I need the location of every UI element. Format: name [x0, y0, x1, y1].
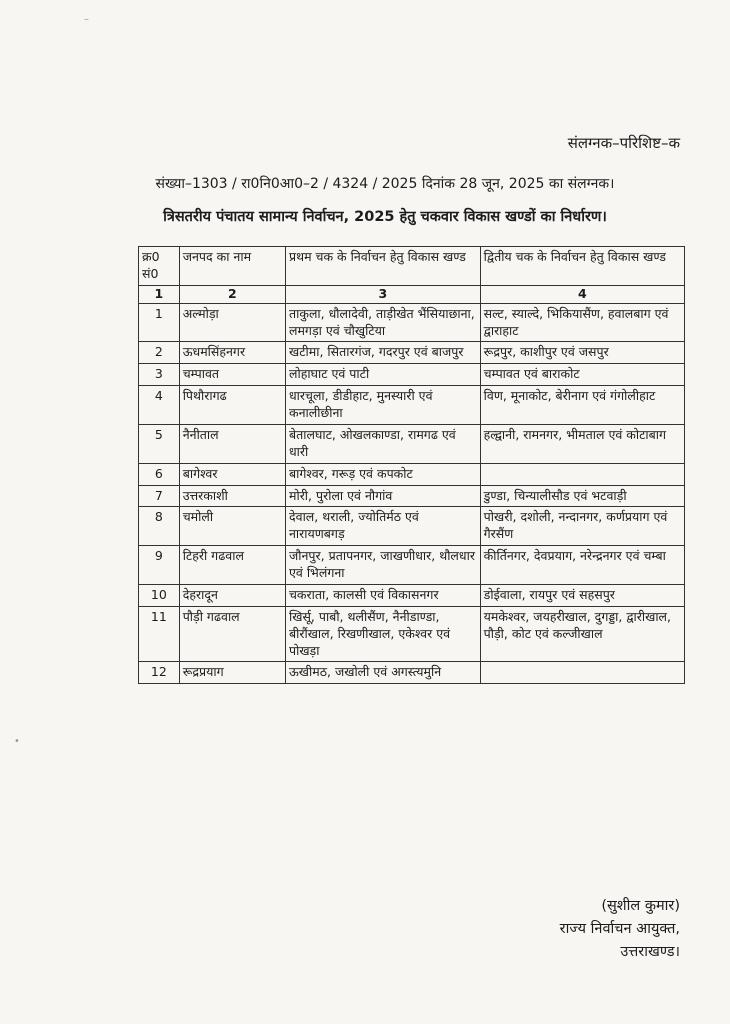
table-row [139, 507, 685, 546]
phase1-cell: बागेश्वर, गरूड़ एवं कपकोट [285, 463, 480, 485]
reference-line: संख्या–1303 / रा0नि0आ0–2 / 4324 / 2025 दिनांक 28 जून, 2025 का संलग्नक। [155, 176, 615, 192]
table-header-row [139, 247, 685, 286]
scan-mark: • [14, 736, 20, 747]
phase2-cell [480, 463, 684, 485]
phase1-cell: धारचूला, डीडीहाट, मुनस्यारी एवं कनालीछीना [285, 386, 480, 425]
col-number: 3 [285, 285, 480, 303]
serial-cell: 6 [139, 463, 180, 485]
table-row [139, 546, 685, 585]
table-row [139, 584, 685, 606]
header-phase1: प्रथम चक के निर्वाचन हेतु विकास खण्ड [285, 247, 480, 286]
phase2-cell [480, 662, 684, 684]
district-cell: नैनीताल [179, 424, 285, 463]
serial-cell: 12 [139, 662, 180, 684]
table-row [139, 364, 685, 386]
district-cell: रूद्रप्रयाग [179, 662, 285, 684]
phase2-cell: विण, मूनाकोट, बेरीनाग एवं गंगोलीहाट [480, 386, 684, 425]
phase1-cell: ऊखीमठ, जखोली एवं अगस्त्यमुनि [285, 662, 480, 684]
table-row [139, 463, 685, 485]
district-cell: देहरादून [179, 584, 285, 606]
serial-cell: 7 [139, 485, 180, 507]
signatory-name: (सुशील कुमार) [601, 898, 680, 914]
phase1-cell: चकराता, कालसी एवं विकासनगर [285, 584, 480, 606]
phase2-cell: कीर्तिनगर, देवप्रयाग, नरेन्द्रनगर एवं चम्बा [480, 546, 684, 585]
table-row [139, 342, 685, 364]
district-cell: पिथौरागढ [179, 386, 285, 425]
table-row [139, 303, 685, 342]
scan-mark: – [84, 14, 89, 25]
serial-cell: 1 [139, 303, 180, 342]
development-block-table [138, 246, 685, 684]
header-district: जनपद का नाम [179, 247, 285, 286]
phase1-cell: खटीमा, सितारगंज, गदरपुर एवं बाजपुर [285, 342, 480, 364]
phase1-cell: मोरी, पुरोला एवं नौगांव [285, 485, 480, 507]
district-cell: अल्मोड़ा [179, 303, 285, 342]
district-cell: चमोली [179, 507, 285, 546]
phase1-cell: लोहाघाट एवं पाटी [285, 364, 480, 386]
serial-cell: 3 [139, 364, 180, 386]
phase2-cell: यमकेश्वर, जयहरीखाल, दुगड्डा, द्वारीखाल, पौड़ी, कोट एवं कल्जीखाल [480, 606, 684, 662]
phase1-cell: देवाल, थराली, ज्योतिर्मठ एवं नारायणबगड़ [285, 507, 480, 546]
header-serial: क्र0 सं0 [139, 247, 180, 286]
signatory-place: उत्तराखण्ड। [620, 944, 680, 961]
col-number: 1 [139, 285, 180, 303]
district-cell: ऊधमसिंहनगर [179, 342, 285, 364]
phase1-cell: खिर्सू, पाबौ, थलीसैंण, नैनीडाण्डा, बीरौंखाल, रिखणीखाल, एकेश्वर एवं पोखड़ा [285, 606, 480, 662]
serial-cell: 9 [139, 546, 180, 585]
phase2-cell: चम्पावत एवं बाराकोट [480, 364, 684, 386]
signature-block [560, 895, 680, 965]
phase1-cell: बेतालघाट, ओखलकाण्डा, रामगढ एवं धारी [285, 424, 480, 463]
phase2-cell: रूद्रपुर, काशीपुर एवं जसपुर [480, 342, 684, 364]
phase2-cell: डुण्डा, चिन्यालीसौड एवं भटवाड़ी [480, 485, 684, 507]
col-number: 2 [179, 285, 285, 303]
phase1-cell: ताकुला, धौलादेवी, ताड़ीखेत भैंसियाछाना, लमगड़ा एवं चौखुटिया [285, 303, 480, 342]
phase2-cell: हल्द्वानी, रामनगर, भीमताल एवं कोटाबाग [480, 424, 684, 463]
table-row [139, 485, 685, 507]
phase2-cell: सल्ट, स्याल्दे, भिकियासैंण, हवालबाग एवं द्वाराहाट [480, 303, 684, 342]
phase2-cell: डोईवाला, रायपुर एवं सहसपुर [480, 584, 684, 606]
document-heading: त्रिसतरीय पंचातय सामान्य निर्वाचन, 2025 हेतु चकवार विकास खण्डों का निर्धारण। [163, 209, 607, 225]
table-row [139, 606, 685, 662]
serial-cell: 5 [139, 424, 180, 463]
signatory-designation: राज्य निर्वाचन आयुक्त, [559, 921, 680, 938]
table-row [139, 424, 685, 463]
column-number-row [139, 285, 685, 303]
annex-label: संलग्नक–परिशिष्ट–क [567, 134, 680, 152]
district-cell: बागेश्वर [179, 463, 285, 485]
phase1-cell: जौनपुर, प्रतापनगर, जाखणीधार, थौलधार एवं भिलंगना [285, 546, 480, 585]
col-number: 4 [480, 285, 684, 303]
serial-cell: 8 [139, 507, 180, 546]
district-cell: चम्पावत [179, 364, 285, 386]
district-cell: टिहरी गढवाल [179, 546, 285, 585]
table-row [139, 386, 685, 425]
serial-cell: 11 [139, 606, 180, 662]
serial-cell: 2 [139, 342, 180, 364]
header-phase2: द्वितीय चक के निर्वाचन हेतु विकास खण्ड [480, 247, 684, 286]
serial-cell: 4 [139, 386, 180, 425]
table-row [139, 662, 685, 684]
serial-cell: 10 [139, 584, 180, 606]
phase2-cell: पोखरी, दशोली, नन्दानगर, कर्णप्रयाग एवं गैरसैंण [480, 507, 684, 546]
district-cell: उत्तरकाशी [179, 485, 285, 507]
district-cell: पौड़ी गढवाल [179, 606, 285, 662]
